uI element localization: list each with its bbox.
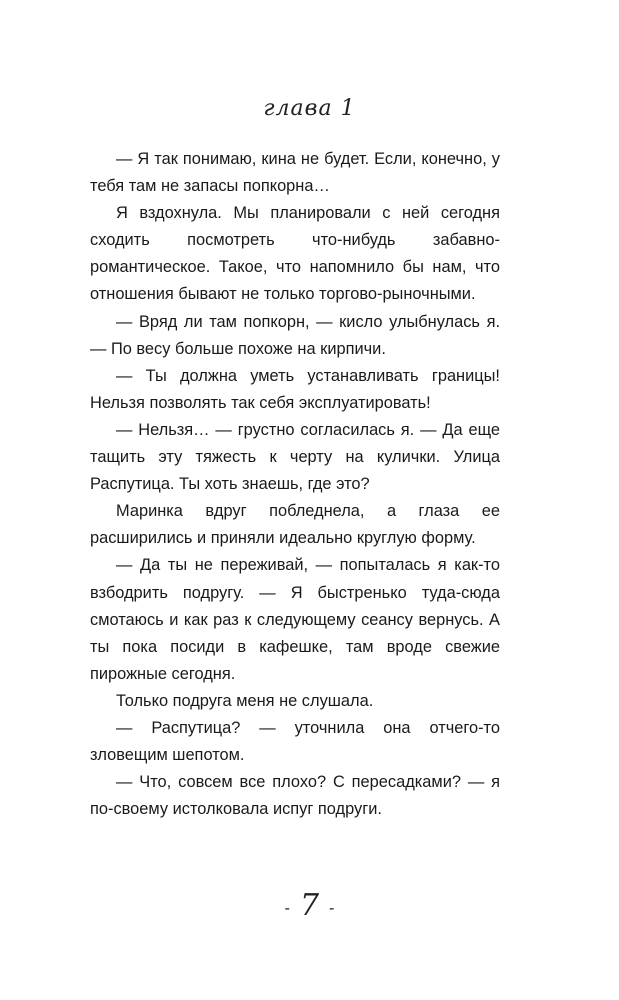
page-body	[90, 146, 500, 823]
ornament-dash-left: -	[284, 897, 290, 917]
paragraph: — Нельзя… — грустно согласилась я. — Да еще тащить эту тяжесть к черту на кулички. Улица Распутица. Ты хоть знаешь, где это?	[90, 420, 500, 494]
paragraph: — Да ты не переживай, — попыталась я как-то взбодрить подругу. — Я быстренько туда-сюда смотаюсь и как раз к следующему сеансу вернусь. А ты пока посиди в кафешке, там вроде свежие пирожные сегодня.	[90, 556, 500, 683]
paragraph: Маринка вдруг побледнела, а глаза ее расширились и приняли идеально круглую форму.	[90, 502, 500, 548]
paragraph: — Что, совсем все плохо? С пересадками? — я по-своему истолковала испуг подруги.	[90, 773, 500, 819]
page-footer	[0, 888, 619, 923]
page-number: 7	[299, 888, 320, 923]
paragraph: — Я так понимаю, кина не будет. Если, конечно, у тебя там не запасы попкорна…	[90, 150, 500, 196]
paragraph: Я вздохнула. Мы планировали с ней сегодня сходить посмотреть что-нибудь забавно-романтическое. Такое, что напомнило бы нам, что отношения бывают не только торгово-рыночными.	[90, 204, 500, 304]
paragraph: — Вряд ли там попкорн, — кисло улыбнулась я. — По весу больше похоже на кирпичи.	[90, 312, 500, 358]
paragraph: — Распутица? — уточнила она отчего-то зловещим шепотом.	[90, 718, 500, 765]
chapter-header: глава 1	[263, 96, 356, 121]
ornament-dash-right: -	[329, 897, 335, 917]
paragraph: Только подруга меня не слушала.	[116, 691, 374, 710]
paragraph: — Ты должна уметь устанавливать границы! Нельзя позволять так себя эксплуатировать!	[90, 366, 500, 412]
